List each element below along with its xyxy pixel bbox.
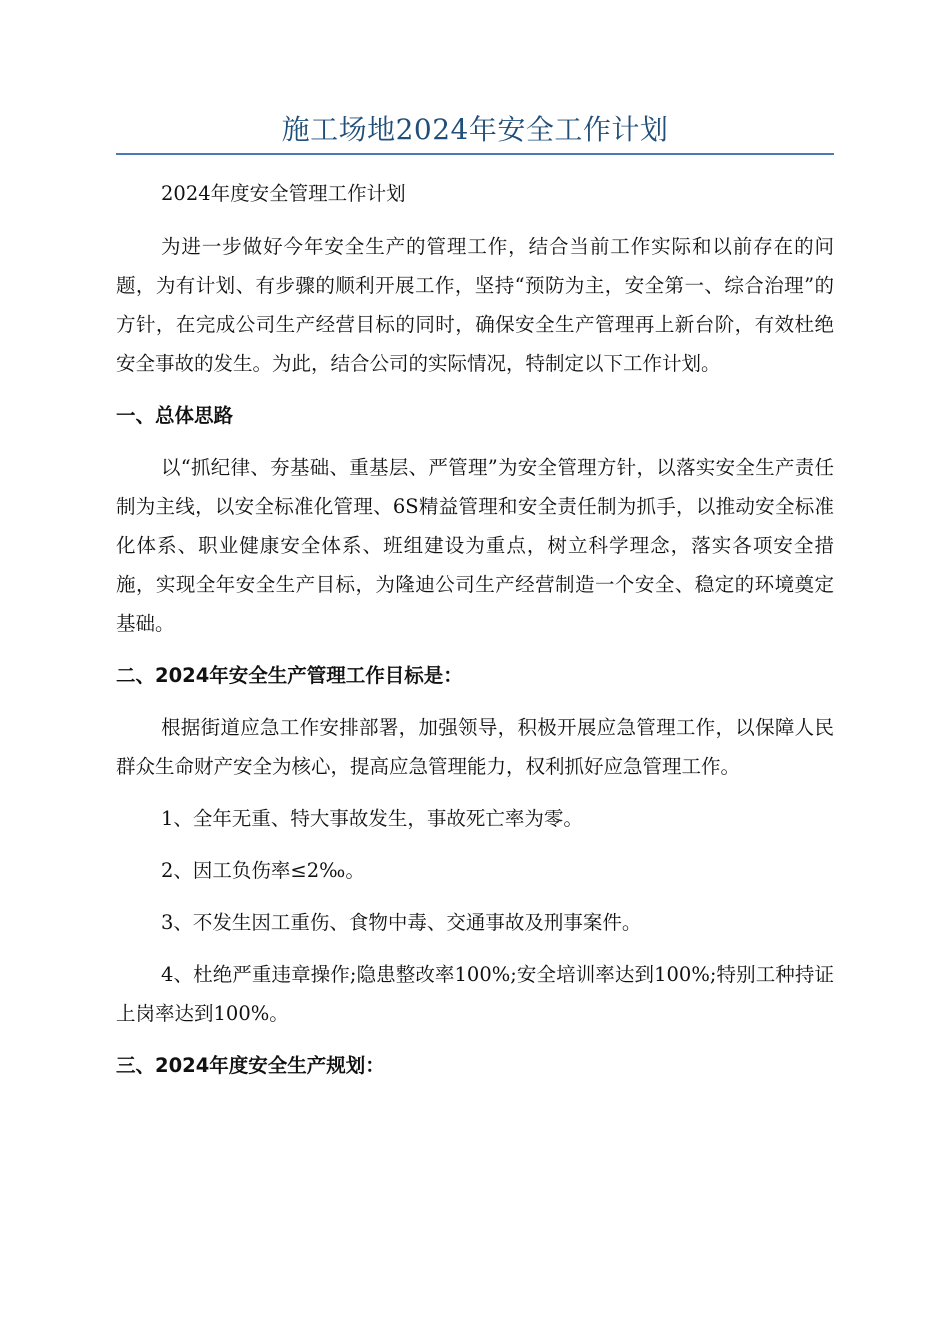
document-body xyxy=(116,174,834,1098)
goal-item-2: 2、因工负伤率≤2‰。 xyxy=(161,859,365,882)
section-1-paragraph: 以“抓纪律、夯基础、重基层、严管理”为安全管理方针，以落实安全生产责任制为主线，以安全标准化管理、6S精益管理和安全责任制为抓手，以推动安全标准化体系、职业健康安全体系、班组建设为重点，树立科学理念，落实各项安全措施，实现全年安全生产目标，为隆迪公司生产经营制造一个安全、稳定的环境奠定基础。 xyxy=(116,456,835,635)
section-3-heading: 三、2024年度安全生产规划： xyxy=(116,1054,385,1077)
goal-item-1: 1、全年无重、特大事故发生，事故死亡率为零。 xyxy=(161,807,583,830)
section-1-heading: 一、总体思路 xyxy=(116,404,234,427)
section-2-paragraph: 根据街道应急工作安排部署，加强领导，积极开展应急管理工作，以保障人民群众生命财产安全为核心，提高应急管理能力，权利抓好应急管理工作。 xyxy=(116,716,834,778)
goal-item-3: 3、不发生因工重伤、食物中毒、交通事故及刑事案件。 xyxy=(161,911,642,934)
document-subtitle: 2024年度安全管理工作计划 xyxy=(161,182,406,205)
goal-item-4: 4、杜绝严重违章操作;隐患整改率100%;安全培训率达到100%;特别工种持证上岗率达到100%。 xyxy=(116,963,834,1025)
document-title: 施工场地2024年安全工作计划 xyxy=(281,113,669,146)
section-2-heading: 二、2024年安全生产管理工作目标是： xyxy=(116,664,463,687)
intro-paragraph: 为进一步做好今年安全生产的管理工作，结合当前工作实际和以前存在的问题，为有计划、有步骤的顺利开展工作，坚持“预防为主，安全第一、综合治理”的方针，在完成公司生产经营目标的同时，确保安全生产管理再上新台阶，有效杜绝安全事故的发生。为此，结合公司的实际情况，特制定以下工作计划。 xyxy=(116,235,834,375)
title-underline xyxy=(116,153,834,155)
